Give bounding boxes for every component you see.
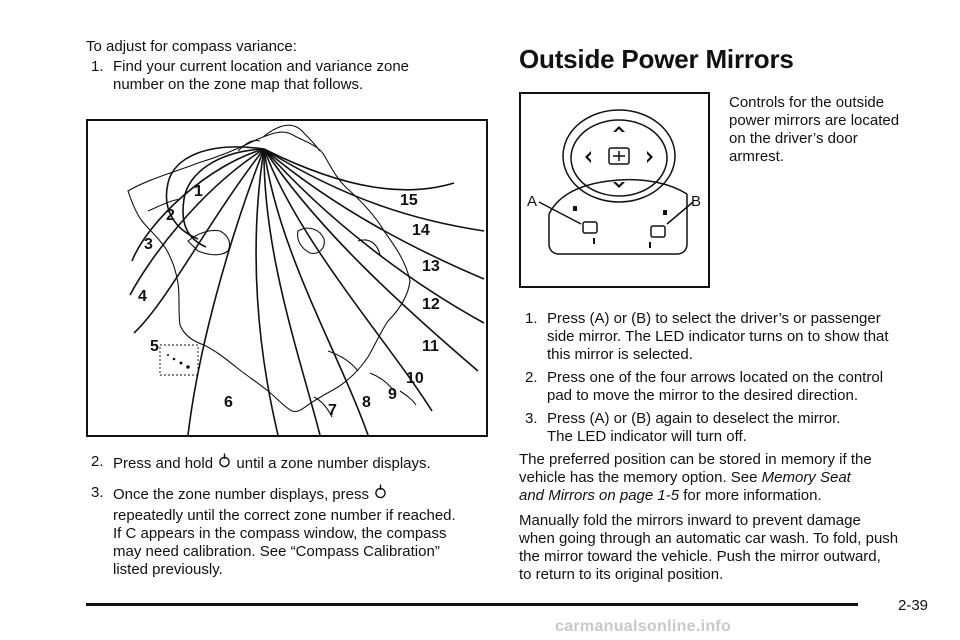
- intro-line: on the driver’s door: [729, 130, 858, 147]
- zone-label: 2: [166, 207, 175, 224]
- zone-label: 7: [328, 402, 337, 419]
- step-text: until a zone number displays.: [236, 455, 431, 472]
- step-line: The LED indicator will turn off.: [547, 428, 747, 445]
- memory-seat-reference[interactable]: Memory Seat: [761, 469, 851, 486]
- zone-label: 10: [406, 370, 424, 387]
- footer-rule: [86, 603, 858, 606]
- para-text: vehicle has the memory option. See: [519, 469, 758, 486]
- step-number: 2.: [525, 369, 538, 386]
- right-step-3: [525, 410, 945, 448]
- left-step-3: [91, 484, 491, 576]
- para-line: when going through an automatic car wash. To fold, push: [519, 530, 899, 547]
- step-line: Press (A) or (B) again to deselect the mirror.: [547, 410, 841, 427]
- mirror-control-graphic: [521, 94, 708, 286]
- step-number: 1.: [91, 58, 104, 75]
- step-line: pad to move the mirror to the desired direction.: [547, 387, 858, 404]
- step-line: this mirror is selected.: [547, 346, 693, 363]
- compass-zone-map: [86, 119, 488, 437]
- step-line: repeatedly until the correct zone number if reached.: [113, 507, 456, 524]
- step-number: 2.: [91, 453, 104, 470]
- step-text: Once the zone number displays, press: [113, 486, 369, 503]
- zone-label: 6: [224, 394, 233, 411]
- right-step-1: [525, 310, 945, 366]
- step-line: Find your current location and variance zone: [113, 58, 410, 75]
- left-intro: To adjust for compass variance:: [86, 38, 297, 55]
- para-text: for more information.: [683, 487, 822, 504]
- folding-paragraph: [519, 512, 939, 584]
- page-number: 2-39: [898, 597, 929, 614]
- zone-label: 5: [150, 338, 159, 355]
- step-line: If C appears in the compass window, the compass: [113, 525, 447, 542]
- left-step-1: [91, 58, 491, 94]
- step-number: 1.: [525, 310, 538, 327]
- callout-a: A: [527, 193, 538, 210]
- zone-label: 12: [422, 296, 440, 313]
- step-line: number on the zone map that follows.: [113, 76, 364, 93]
- step-line: Press one of the four arrows located on the control: [547, 369, 884, 386]
- step-text: Press and hold: [113, 455, 214, 472]
- para-line: to return to its original position.: [519, 566, 724, 583]
- memory-seat-reference[interactable]: and Mirrors on page 1-5: [519, 487, 680, 504]
- compass-button-icon: [375, 484, 386, 501]
- intro-line: Controls for the outside: [729, 94, 885, 111]
- mirror-intro: [729, 94, 929, 166]
- zone-label: 14: [412, 222, 430, 239]
- left-step-2: [91, 453, 491, 473]
- memory-paragraph: [519, 451, 939, 505]
- step-number: 3.: [91, 484, 104, 501]
- step-line: may need calibration. See “Compass Calibration”: [113, 543, 440, 560]
- mirror-control-illustration: [519, 92, 710, 288]
- step-line: Press (A) or (B) to select the driver’s or passenger: [547, 310, 881, 327]
- right-step-2: [525, 369, 945, 407]
- zone-map-graphic: [88, 121, 486, 435]
- zone-label: 9: [388, 386, 397, 403]
- zone-label: 13: [422, 258, 440, 275]
- zone-label: 15: [400, 192, 418, 209]
- para-line: The preferred position can be stored in memory if the: [519, 451, 872, 468]
- section-title: Outside Power Mirrors: [519, 44, 794, 74]
- watermark: carmanualsonline.info: [555, 618, 732, 635]
- step-line: listed previously.: [113, 561, 223, 578]
- zone-label: 3: [144, 236, 153, 253]
- intro-line: power mirrors are located: [729, 112, 900, 129]
- intro-line: armrest.: [729, 148, 785, 165]
- zone-label: 11: [422, 338, 439, 355]
- zone-label: 4: [138, 288, 147, 305]
- compass-button-icon: [219, 453, 230, 470]
- step-line: side mirror. The LED indicator turns on to show that: [547, 328, 889, 345]
- callout-b: B: [691, 193, 702, 210]
- zone-label: 1: [194, 183, 203, 200]
- para-line: the mirror toward the vehicle. Push the mirror outward,: [519, 548, 881, 565]
- step-number: 3.: [525, 410, 538, 427]
- zone-label: 8: [362, 394, 371, 411]
- para-line: Manually fold the mirrors inward to prevent damage: [519, 512, 861, 529]
